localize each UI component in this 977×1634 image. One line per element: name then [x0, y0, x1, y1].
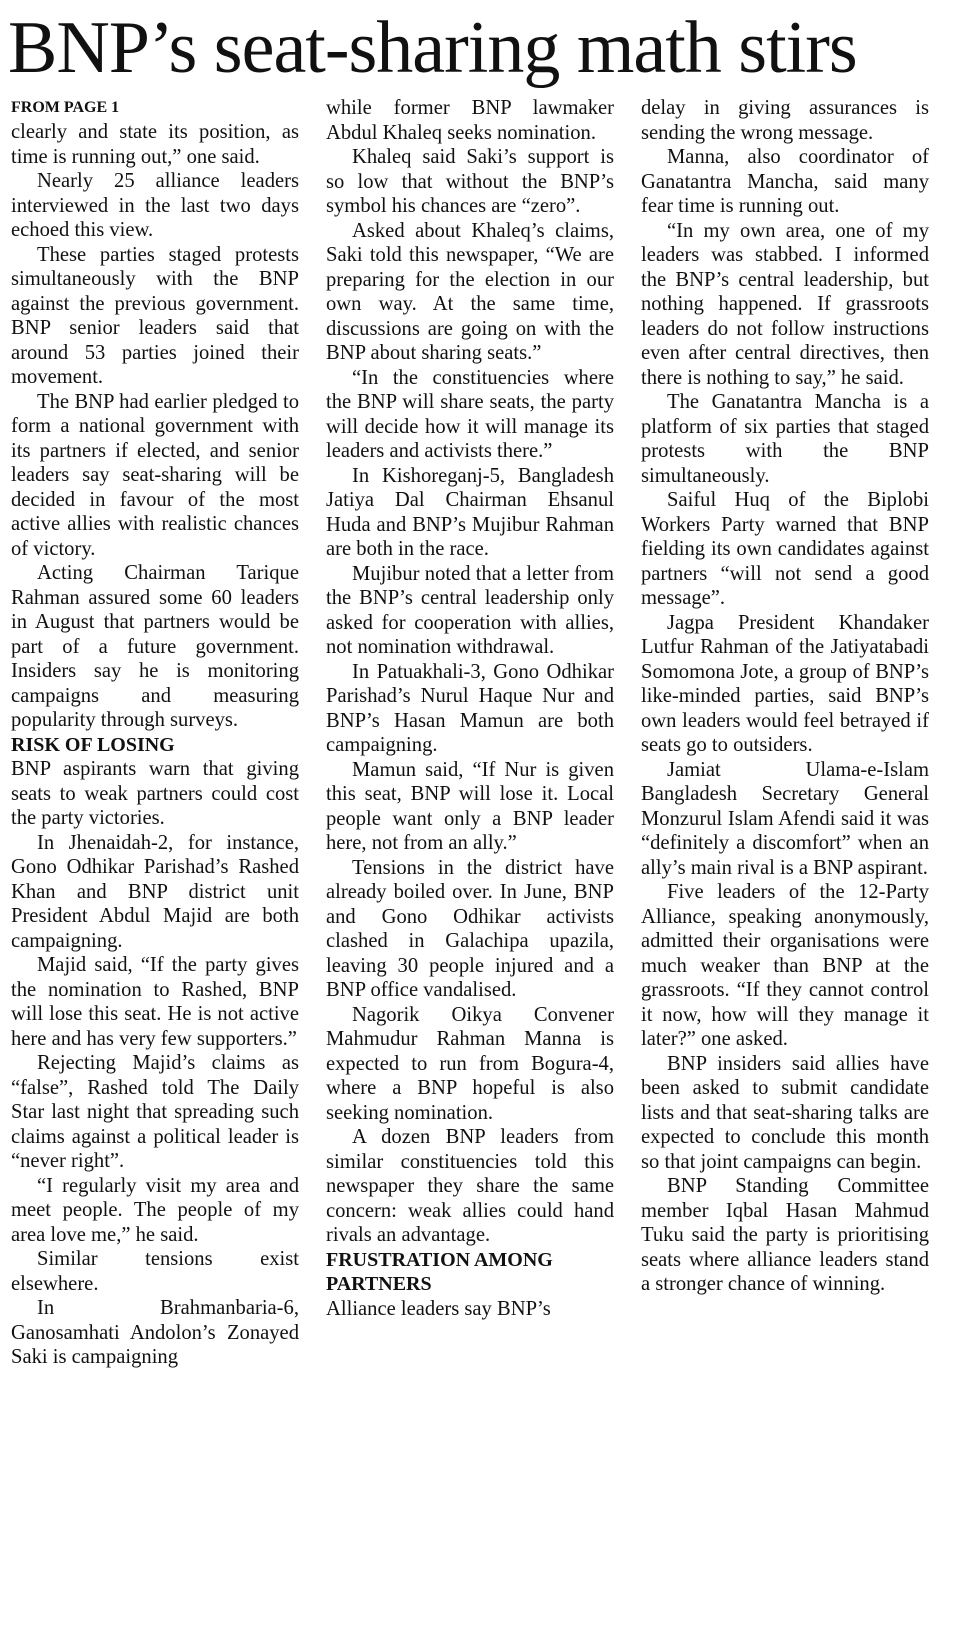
paragraph: In Jhenaidah-2, for instance, Gono Odhikar Parishad’s Rashed Khan and BNP district unit President Abdul Majid are both campaigning. [11, 831, 299, 952]
headline: BNP’s seat-sharing math stirs [8, 7, 857, 89]
paragraph: Jagpa President Khandaker Lutfur Rahman of the Jatiyatabadi Somomona Jote, a group of BNP’s like-minded parties, said BNP’s own leaders would feel betrayed if seats go to outsiders. [641, 611, 929, 756]
paragraph: “In the constituencies where the BNP will share seats, the party will decide how it will manage its leaders and activists there.” [326, 366, 614, 462]
paragraph: The Ganatantra Mancha is a platform of six parties that staged protests with the BNP simultaneously. [641, 391, 929, 487]
paragraph: These parties staged protests simultaneously with the BNP against the previous government. BNP senior leaders said that around 53 parties joined their movement. [11, 243, 299, 388]
paragraph: Saiful Huq of the Biplobi Workers Party warned that BNP fielding its own candidates against partners “will not send a good message”. [641, 489, 929, 609]
paragraph: A dozen BNP leaders from similar constituencies told this newspaper they share the same concern: weak allies could hand rivals an advantage. [326, 1126, 614, 1246]
paragraph: The BNP had earlier pledged to form a national government with its partners if elected, and senior leaders say seat-sharing will be decided in favour of the most active allies with realistic chances of victory. [11, 390, 299, 560]
paragraph: Manna, also coordinator of Ganatantra Mancha, said many fear time is running out. [641, 146, 929, 217]
paragraph: Asked about Khaleq’s claims, Saki told this newspaper, “We are preparing for the election in our own way. At the same time, discussions are going on with the BNP about sharing seats.” [326, 219, 614, 364]
paragraph: Majid said, “If the party gives the nomination to Rashed, BNP will lose this seat. He is not active here and has very few supporters.” [11, 954, 299, 1050]
paragraph: while former BNP lawmaker Abdul Khaleq seeks nomination. [326, 97, 614, 144]
subhead-frustration-among-partners: FRUSTRATION AMONG PARTNERS [326, 1248, 553, 1295]
paragraph: Nearly 25 alliance leaders interviewed in the last two days echoed this view. [11, 170, 299, 241]
article-column-2 [326, 96, 614, 1321]
article-column-1 [11, 96, 299, 1370]
continuation-kicker: FROM PAGE 1 [11, 99, 120, 116]
paragraph: Tensions in the district have already boiled over. In June, BNP and Gono Odhikar activists clashed in Galachipa upazila, leaving 30 people injured and a BNP office vandalised. [326, 856, 614, 1001]
article-column-3 [641, 96, 929, 1297]
subhead-risk-of-losing: RISK OF LOSING [11, 733, 175, 756]
paragraph: In Kishoreganj-5, Bangladesh Jatiya Dal Chairman Ehsanul Huda and BNP’s Mujibur Rahman are both in the race. [326, 464, 614, 560]
paragraph: Alliance leaders say BNP’s [326, 1297, 551, 1320]
paragraph: Similar tensions exist elsewhere. [11, 1248, 299, 1295]
paragraph: BNP aspirants warn that giving seats to weak partners could cost the party victories. [11, 758, 299, 829]
paragraph: Acting Chairman Tarique Rahman assured some 60 leaders in August that partners would be part of a future government. Insiders say he is monitoring campaigns and measuring popularity through surveys. [11, 562, 299, 731]
paragraph: delay in giving assurances is sending the wrong message. [641, 97, 929, 144]
paragraph: Five leaders of the 12-Party Alliance, speaking anonymously, admitted their organisations were much weaker than BNP at the grassroots. “If they cannot control it now, how will they manage it later?” one asked. [641, 881, 929, 1050]
paragraph: clearly and state its position, as time is running out,” one said. [11, 121, 299, 168]
paragraph: In Patuakhali-3, Gono Odhikar Parishad’s Nurul Haque Nur and BNP’s Hasan Mamun are both campaigning. [326, 660, 614, 756]
paragraph: Nagorik Oikya Convener Mahmudur Rahman Manna is expected to run from Bogura-4, where a BNP hopeful is also seeking nomination. [326, 1003, 614, 1124]
paragraph: Rejecting Majid’s claims as “false”, Rashed told The Daily Star last night that spreading such claims against a political leader is “never right”. [11, 1052, 299, 1172]
paragraph: BNP insiders said allies have been asked to submit candidate lists and that seat-sharing talks are expected to conclude this month so that joint campaigns can begin. [641, 1052, 929, 1173]
paragraph: Mamun said, “If Nur is given this seat, BNP will lose it. Local people want only a BNP leader here, not from an ally.” [326, 758, 614, 854]
paragraph: “In my own area, one of my leaders was stabbed. I informed the BNP’s central leadership, but nothing happened. If grassroots leaders do not follow instructions even after central directives, then there is nothing to say,” he said. [641, 219, 929, 389]
paragraph: Khaleq said Saki’s support is so low that without the BNP’s symbol his chances are “zero”. [326, 146, 614, 217]
paragraph: In Brahmanbaria-6, Ganosamhati Andolon’s Zonayed Saki is campaigning [11, 1297, 299, 1368]
paragraph: Mujibur noted that a letter from the BNP’s central leadership only asked for cooperation with allies, not nomination withdrawal. [326, 562, 614, 658]
paragraph: Jamiat Ulama-e-Islam Bangladesh Secretary General Monzurul Islam Afendi said it was “definitely a discomfort” when an ally’s main rival is a BNP aspirant. [641, 758, 929, 879]
paragraph: “I regularly visit my area and meet people. The people of my area love me,” he said. [11, 1174, 299, 1246]
paragraph: BNP Standing Committee member Iqbal Hasan Mahmud Tuku said the party is prioritising seats where alliance leaders stand a stronger chance of winning. [641, 1175, 929, 1295]
